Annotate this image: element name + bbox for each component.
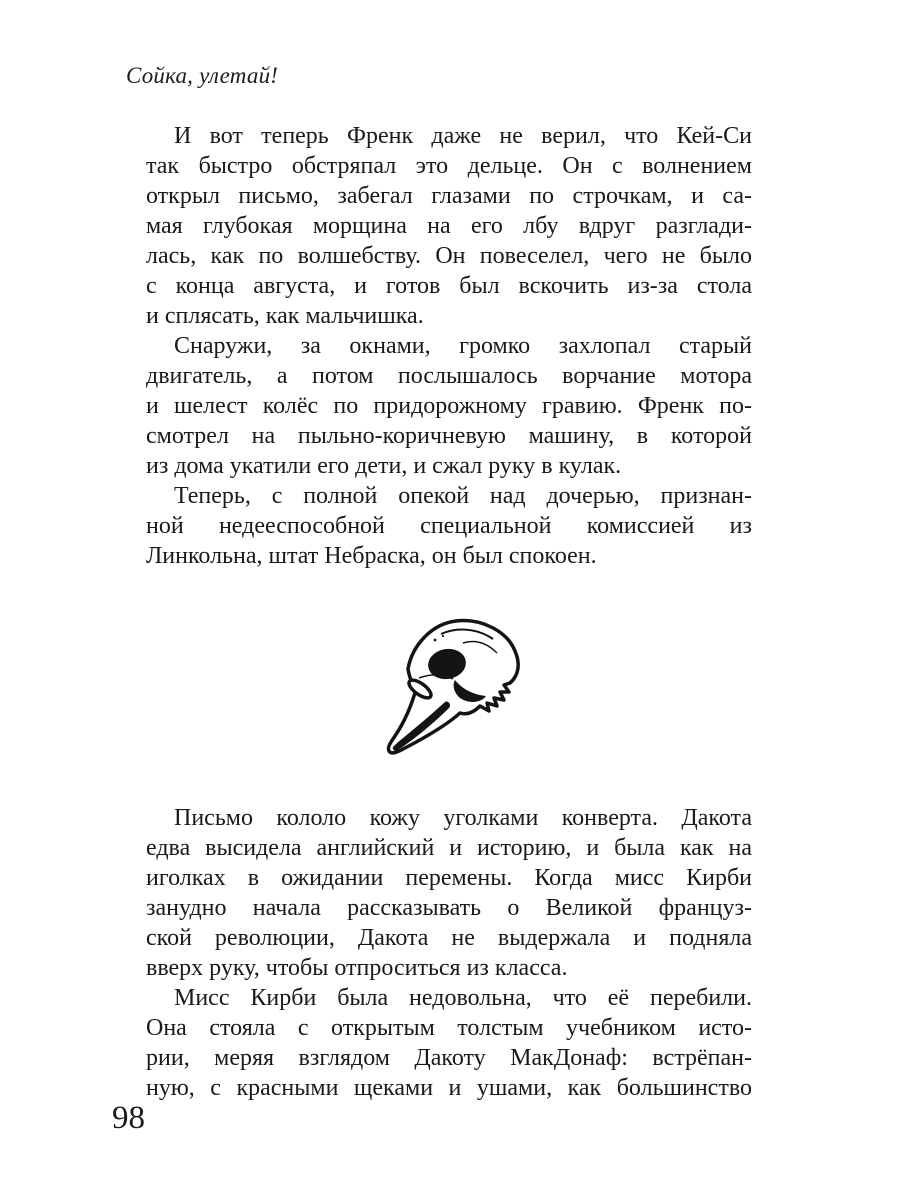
paragraph xyxy=(146,481,752,571)
text-block-top xyxy=(146,121,752,571)
text-line: занудно начала рассказывать о Великой француз- xyxy=(146,895,752,921)
text-line: Мисс Кирби была недовольна, что её перебили. xyxy=(174,985,752,1011)
text-line: мая глубокая морщина на его лбу вдруг разглади- xyxy=(146,213,752,239)
text-line: едва высидела английский и историю, и была как на xyxy=(146,835,752,861)
text-line: рии, меряя взглядом Дакоту МакДонаф: встрёпан- xyxy=(146,1045,752,1071)
text-line: Теперь, с полной опекой над дочерью, признан- xyxy=(174,483,752,509)
text-line: так быстро обстряпал это дельце. Он с волнением xyxy=(146,153,752,179)
text-line: ную, с красными щеками и ушами, как большинство xyxy=(146,1075,752,1101)
text-line: смотрел на пыльно-коричневую машину, в которой xyxy=(146,423,752,449)
paragraph xyxy=(146,121,752,331)
text-line: вверх руку, чтобы отпроситься из класса. xyxy=(146,955,568,981)
paragraph xyxy=(146,803,752,983)
text-line: Линкольна, штат Небраска, он был спокоен. xyxy=(146,543,597,569)
page-number: 98 xyxy=(112,1100,145,1136)
text-line: Она стояла с открытым толстым учебником исто- xyxy=(146,1015,752,1041)
paragraph xyxy=(146,983,752,1103)
paragraph xyxy=(146,331,752,481)
running-title: Сойка, улетай! xyxy=(126,63,279,88)
bird-skull-illustration xyxy=(383,612,525,764)
text-line: и сплясать, как мальчишка. xyxy=(146,303,424,329)
text-line: и шелест колёс по придорожному гравию. Френк по- xyxy=(146,393,752,419)
text-line: Снаружи, за окнами, громко захлопал старый xyxy=(174,333,752,359)
text-line: лась, как по волшебству. Он повеселел, чего не было xyxy=(146,243,752,269)
bird-skull-icon xyxy=(383,612,525,764)
text-line: ской революции, Дакота не выдержала и подняла xyxy=(146,925,752,951)
text-block-bottom xyxy=(146,803,752,1103)
text-line: с конца августа, и готов был вскочить из-за стола xyxy=(146,273,752,299)
text-line: И вот теперь Френк даже не верил, что Кей-Си xyxy=(174,123,752,149)
text-line: Письмо кололо кожу уголками конверта. Дакота xyxy=(174,805,752,831)
text-line: ной недееспособной специальной комиссией из xyxy=(146,513,752,539)
text-line: открыл письмо, забегал глазами по строчкам, и са- xyxy=(146,183,752,209)
text-line: иголках в ожидании перемены. Когда мисс Кирби xyxy=(146,865,752,891)
text-line: двигатель, а потом послышалось ворчание мотора xyxy=(146,363,752,389)
text-line: из дома укатили его дети, и сжал руку в кулак. xyxy=(146,453,622,479)
